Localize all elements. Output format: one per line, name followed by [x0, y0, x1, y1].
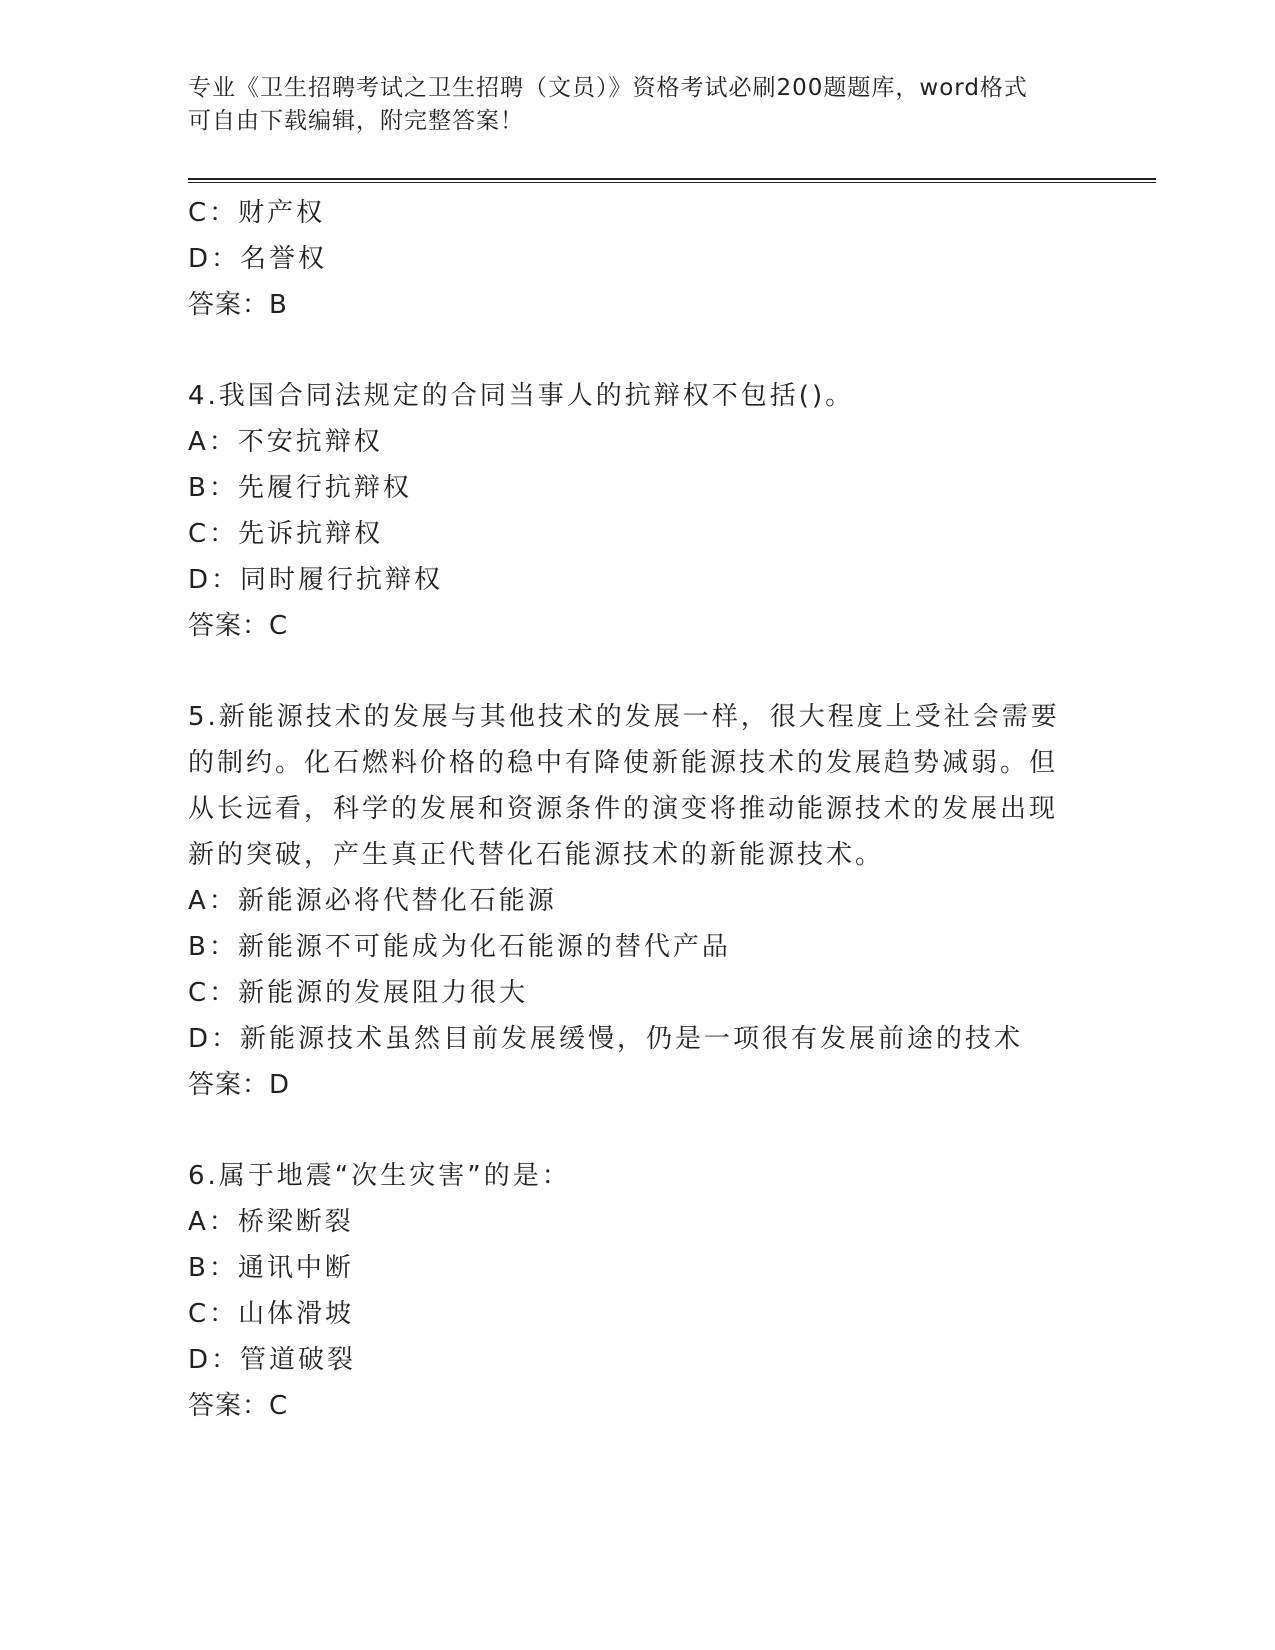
spacer [188, 649, 1088, 694]
answer-label: 答案：D [188, 1070, 291, 1100]
question-6 [188, 1153, 1088, 1429]
document-body [188, 190, 1088, 1429]
header-divider [188, 178, 1156, 183]
answer-label: 答案：B [188, 290, 288, 320]
option-c: C：山体滑坡 [188, 1299, 355, 1329]
spacer [188, 328, 1088, 373]
option-c: C：财产权 [188, 198, 326, 228]
option-a: A：桥梁断裂 [188, 1207, 354, 1237]
header-line-1: 专业《卫生招聘考试之卫生招聘（文员）》资格考试必刷200题题库，word格式 [188, 75, 1028, 101]
header-line-2: 可自由下载编辑，附完整答案！ [188, 108, 524, 134]
question-stem-line: 的制约。化石燃料价格的稳中有降使新能源技术的发展趋势减弱。但 [188, 748, 1059, 778]
page-header [188, 72, 1068, 138]
option-c: C：先诉抗辩权 [188, 519, 384, 549]
option-c: C：新能源的发展阻力很大 [188, 978, 529, 1008]
option-d: D：新能源技术虽然目前发展缓慢，仍是一项很有发展前途的技术 [188, 1024, 1024, 1054]
question-stem-line: 新的突破，产生真正代替化石能源技术的新能源技术。 [188, 840, 885, 870]
spacer [188, 1108, 1088, 1153]
question-5 [188, 694, 1088, 1108]
option-a: A：不安抗辩权 [188, 427, 383, 457]
question-4 [188, 373, 1088, 649]
option-d: D：管道破裂 [188, 1345, 357, 1375]
option-b: B：新能源不可能成为化石能源的替代产品 [188, 932, 731, 962]
question-stem: 6.属于地震“次生灾害”的是： [188, 1161, 571, 1191]
option-b: B：通讯中断 [188, 1253, 354, 1283]
option-a: A：新能源必将代替化石能源 [188, 886, 557, 916]
answer-label: 答案：C [188, 1391, 289, 1421]
question-stem-line: 5.新能源技术的发展与其他技术的发展一样，很大程度上受社会需要 [188, 702, 1060, 732]
option-d: D：名誉权 [188, 244, 328, 274]
question-3-tail [188, 190, 1088, 328]
option-b: B：先履行抗辩权 [188, 473, 412, 503]
question-stem: 4.我国合同法规定的合同当事人的抗辩权不包括()。 [188, 381, 855, 411]
option-d: D：同时履行抗辩权 [188, 565, 444, 595]
answer-label: 答案：C [188, 611, 289, 641]
question-stem-line: 从长远看，科学的发展和资源条件的演变将推动能源技术的发展出现 [188, 794, 1059, 824]
